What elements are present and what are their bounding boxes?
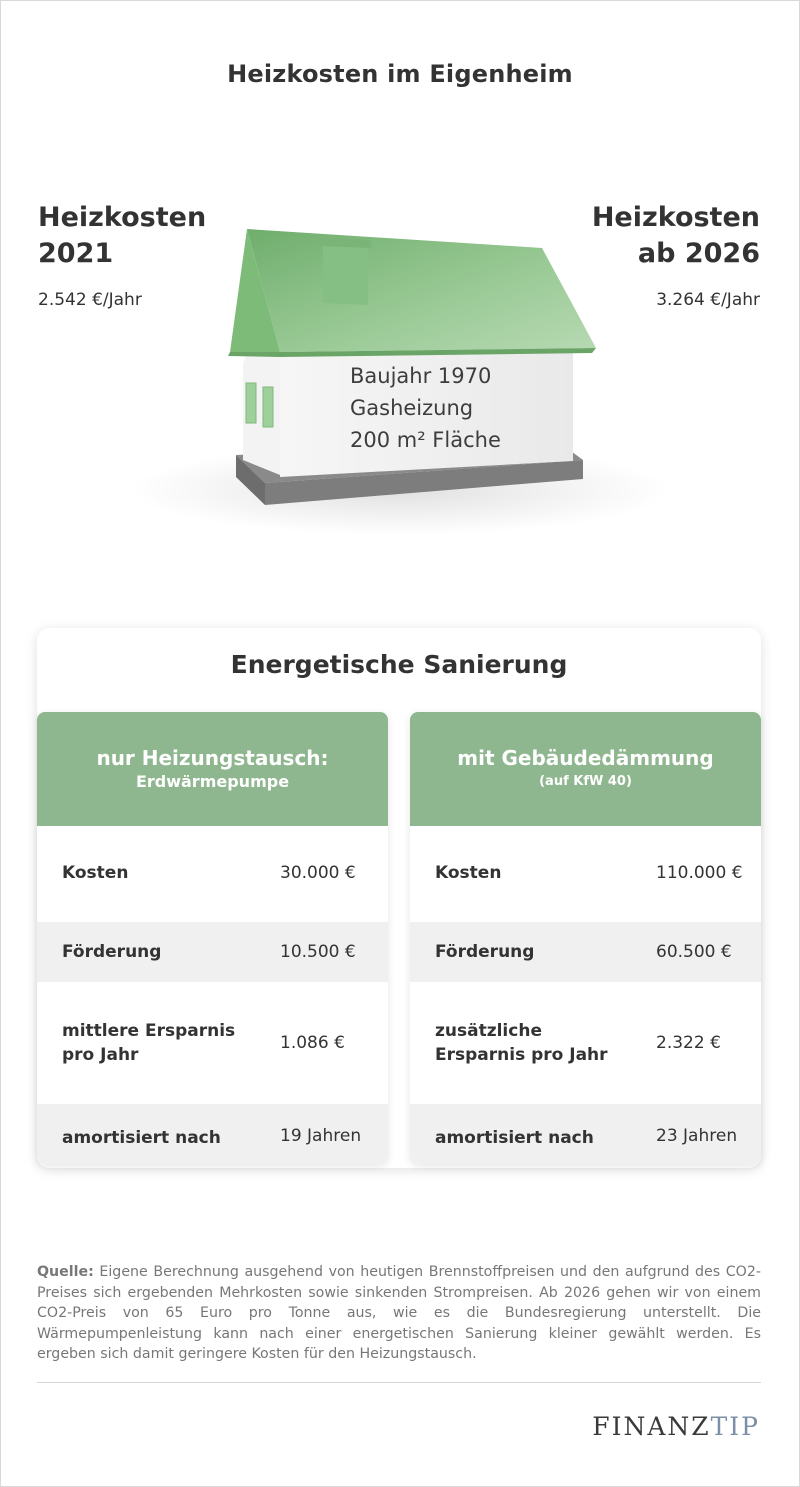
option-heat-pump-title: nur Heizungstausch: (96, 746, 329, 770)
option-heat-pump-subtitle: Erdwärmepumpe (135, 772, 290, 791)
finanztip-logo (592, 1412, 760, 1441)
cost-2021-heading-line1: Heizkosten (38, 202, 207, 233)
page-title: Heizkosten im Eigenheim (227, 60, 573, 88)
footer-divider (37, 1382, 761, 1383)
table-row (37, 922, 388, 982)
table-row (410, 922, 761, 982)
table-row (37, 1104, 388, 1164)
renovation-title: Energetische Sanierung (230, 650, 568, 679)
house-detail-heating: Gasheizung (350, 396, 474, 420)
option-insulation-header (410, 712, 761, 826)
row-label-costs: Kosten (62, 863, 129, 883)
option-insulation-column (410, 712, 761, 1164)
row-value-amortization: 23 Jahren (656, 1126, 738, 1146)
row-label-savings-line1: zusätzliche (435, 1021, 542, 1041)
row-value-amortization: 19 Jahren (280, 1126, 362, 1146)
row-value-savings: 2.322 € (656, 1033, 721, 1053)
row-label-savings-line2: pro Jahr (62, 1045, 139, 1065)
logo-part-tip: TIP (710, 1412, 760, 1441)
row-value-costs: 30.000 € (280, 863, 356, 883)
row-label-amortization: amortisiert nach (62, 1128, 221, 1148)
cost-2026-value: 3.264 €/Jahr (656, 290, 760, 310)
house-detail-year: Baujahr 1970 (350, 364, 492, 388)
cost-2021-value: 2.542 €/Jahr (38, 290, 142, 310)
row-label-funding: Förderung (435, 942, 535, 962)
cost-2021-heading-line2: 2021 (38, 238, 114, 269)
renovation-card (37, 628, 761, 1168)
table-row (37, 826, 388, 922)
row-label-savings-line1: mittlere Ersparnis (62, 1021, 236, 1041)
row-value-savings: 1.086 € (280, 1033, 345, 1053)
table-row (37, 982, 388, 1104)
option-heat-pump-column (37, 712, 388, 1164)
row-label-costs: Kosten (435, 863, 502, 883)
row-label-amortization: amortisiert nach (435, 1128, 594, 1148)
house-details (350, 360, 501, 456)
source-note (37, 1262, 761, 1365)
row-value-costs: 110.000 € (656, 863, 743, 883)
table-row (410, 1104, 761, 1164)
row-label-savings (435, 1019, 608, 1067)
row-value-funding: 10.500 € (280, 942, 356, 962)
source-text: Eigene Berechnung ausgehend von heutigen Brennstoffpreisen und den aufgrund des CO2-Preises sich ergebenden Mehrkosten sowie sinkenden Strompreisen. Ab 2026 gehen wir von einem CO2-Preis von 65 Euro pro Tonne aus, wie es die Bundesregierung unterstellt. Die Wärmepumpenleistung kann nach einer energetischen Sanierung kleiner gewählt werden. Es ergeben sich damit geringere Kosten für den Heizungstausch. (37, 1264, 761, 1362)
logo-part-finanz: FINANZ (592, 1412, 711, 1441)
table-row (410, 982, 761, 1104)
house-detail-area: 200 m² Fläche (350, 428, 501, 452)
row-value-funding: 60.500 € (656, 942, 732, 962)
cost-2026-heading-line2: ab 2026 (637, 238, 760, 269)
option-insulation-title: mit Gebäudedämmung (457, 746, 714, 770)
row-label-savings-line2: Ersparnis pro Jahr (435, 1045, 608, 1065)
row-label-funding: Förderung (62, 942, 162, 962)
cost-2026-heading-line1: Heizkosten (591, 202, 760, 233)
source-label: Quelle: (37, 1264, 94, 1280)
table-row (410, 826, 761, 922)
row-label-savings (62, 1019, 235, 1067)
option-insulation-subtitle: (auf KfW 40) (539, 774, 632, 789)
option-heat-pump-header (37, 712, 388, 826)
